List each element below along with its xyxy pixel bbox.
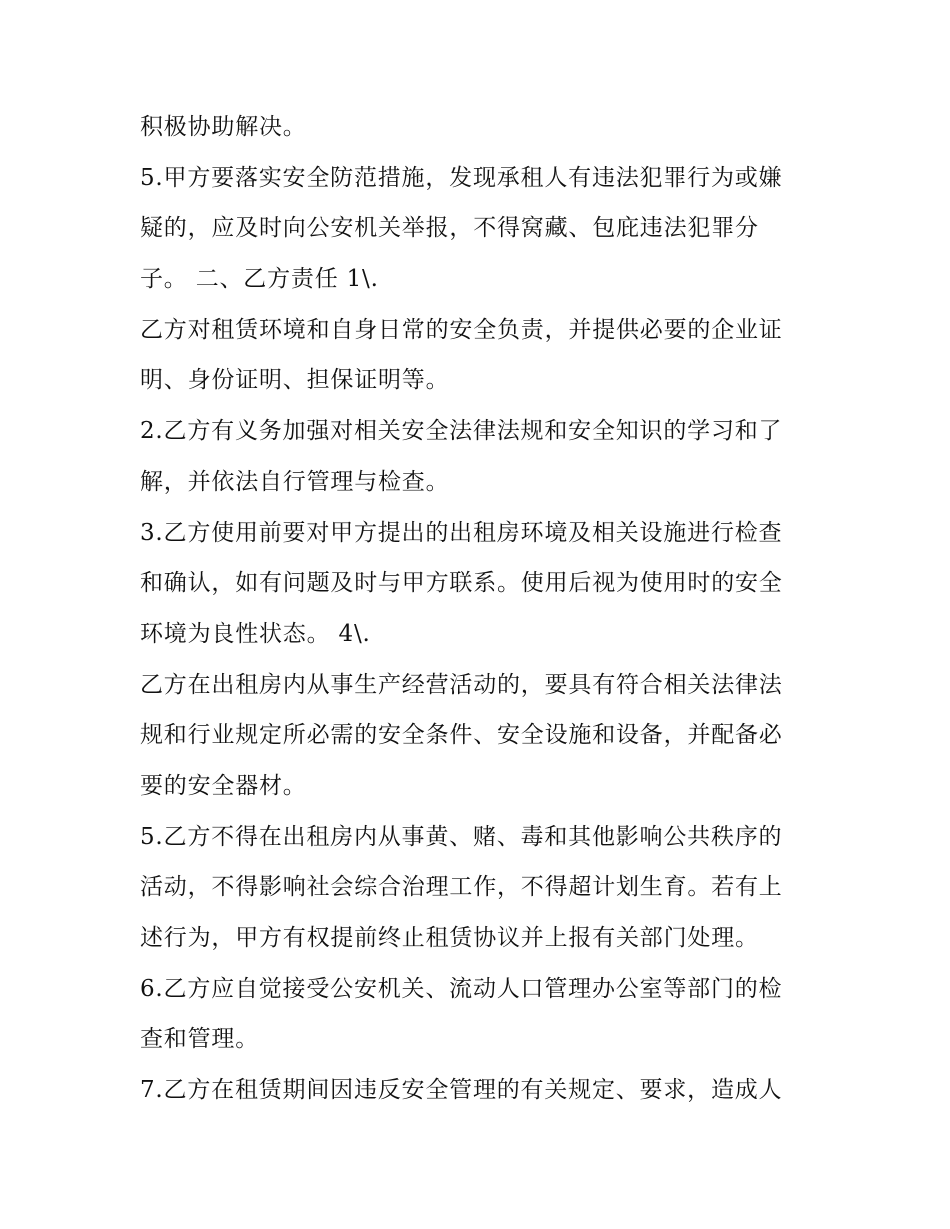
text-line: 活动，不得影响社会综合治理工作，不得超计划生育。若有上 <box>140 874 783 901</box>
text-line: 环境为良性状态。 4\. <box>140 620 371 647</box>
text-line: 述行为，甲方有权提前终止租赁协议并上报有关部门处理。 <box>140 925 759 951</box>
text-line: 7.乙方在租赁期间因违反安全管理的有关规定、要求，造成人 <box>140 1077 783 1104</box>
text-line: 乙方在出租房内从事生产经营活动的，要具有符合相关法律法 <box>140 671 783 698</box>
document-body <box>140 102 820 1116</box>
text-line: 规和行业规定所必需的安全条件、安全设施和设备，并配备必 <box>140 722 783 749</box>
text-line: 要的安全器材。 <box>140 772 307 799</box>
text-line: 6.乙方应自觉接受公安机关、流动人口管理办公室等部门的检 <box>140 975 783 1002</box>
text-line: 积极协助解决。 <box>140 114 307 140</box>
text-line: 5.乙方不得在出租房内从事黄、赌、毒和其他影响公共秩序的 <box>140 823 783 850</box>
text-line: 查和管理。 <box>140 1026 259 1053</box>
text-line: 5.甲方要落实安全防范措施，发现承租人有违法犯罪行为或嫌 <box>140 164 783 191</box>
text-line: 明、身份证明、担保证明等。 <box>140 367 450 394</box>
text-line: 和确认，如有问题及时与甲方联系。使用后视为使用时的安全 <box>140 570 783 597</box>
text-line: 乙方对租赁环境和自身日常的安全负责，并提供必要的企业证 <box>140 316 783 343</box>
text-line: 子。 二、乙方责任 1\. <box>140 266 379 293</box>
text-line: 2.乙方有义务加强对相关安全法律法规和安全知识的学习和了 <box>140 418 783 445</box>
text-line: 解，并依法自行管理与检查。 <box>140 468 450 495</box>
text-line: 3.乙方使用前要对甲方提出的出租房环境及相关设施进行检查 <box>140 519 783 546</box>
text-line: 疑的，应及时向公安机关举报，不得窝藏、包庇违法犯罪分 <box>140 215 759 242</box>
